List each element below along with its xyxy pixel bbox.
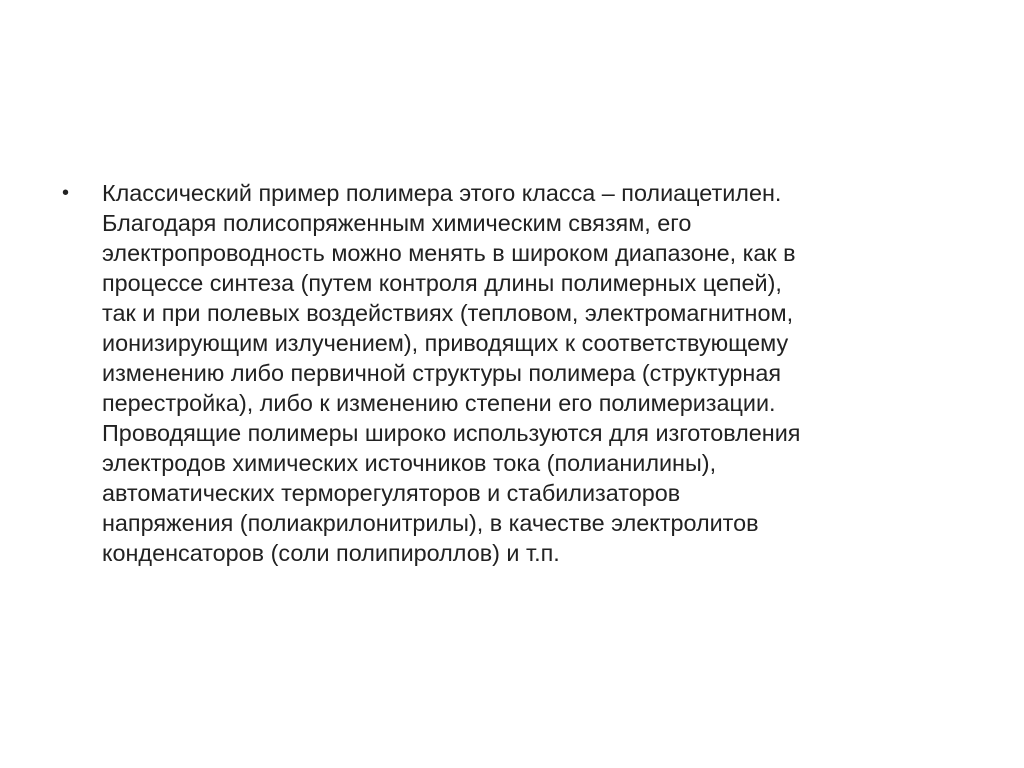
- bullet-text-line: перестройка), либо к изменению степени его полимеризации.: [102, 390, 776, 416]
- bullet-text: [102, 178, 800, 568]
- bullet-item: [60, 178, 990, 568]
- bullet-text-line: Благодаря полисопряженным химическим связям, его: [102, 210, 692, 236]
- bullet-text-line: так и при полевых воздействиях (тепловом, электромагнитном,: [102, 300, 794, 326]
- bullet-text-line: напряжения (полиакрилонитрилы), в качестве электролитов: [102, 510, 759, 536]
- bullet-text-line: электродов химических источников тока (полианилины),: [102, 450, 717, 476]
- bullet-text-line: ионизирующим излучением), приводящих к соответствующему: [102, 330, 789, 356]
- bullet-text-line: автоматических терморегуляторов и стабилизаторов: [102, 480, 681, 506]
- bullet-icon: •: [62, 182, 70, 204]
- bullet-text-line: Классический пример полимера этого класса – полиацетилен.: [102, 180, 782, 206]
- bullet-text-line: Проводящие полимеры широко используются для изготовления: [102, 420, 801, 446]
- bullet-text-line: электропроводность можно менять в широком диапазоне, как в: [102, 240, 796, 266]
- slide-content: [60, 178, 990, 568]
- bullet-text-line: изменению либо первичной структуры полимера (структурная: [102, 360, 782, 386]
- bullet-text-line: конденсаторов (соли полипироллов) и т.п.: [102, 540, 560, 566]
- bullet-text-line: процессе синтеза (путем контроля длины полимерных цепей),: [102, 270, 782, 296]
